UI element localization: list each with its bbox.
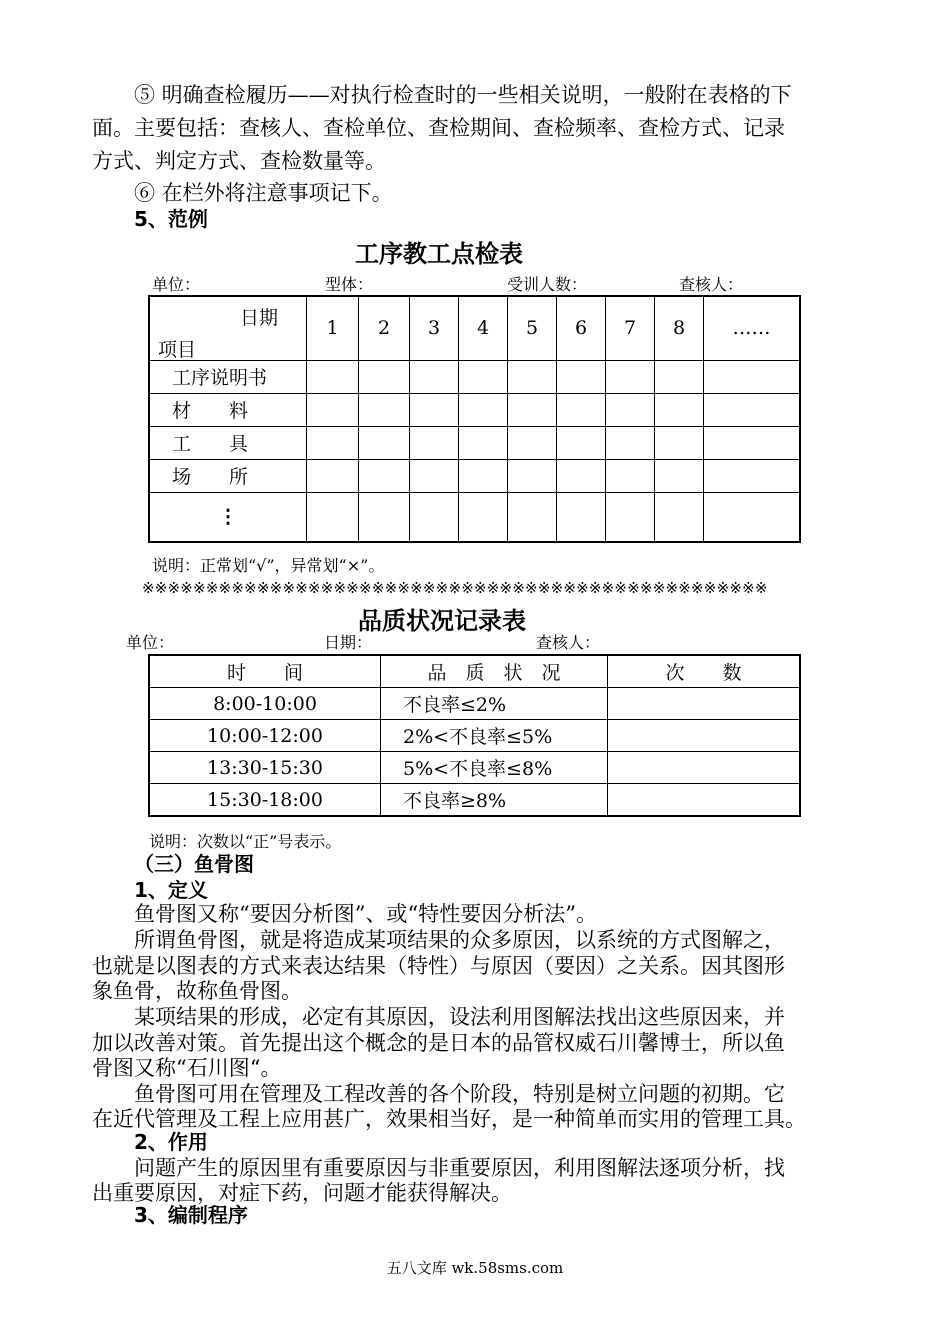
column-header: ……: [704, 296, 801, 360]
table2-meta-unit: 单位：: [126, 633, 175, 652]
count-cell: [608, 784, 801, 817]
table-header-row: [149, 296, 800, 360]
paragraph-5-line1: ⑤ 明确查检履历——对执行检查时的一些相关说明，一般附在表格的下: [134, 83, 792, 107]
header-date-label: 日期: [240, 307, 279, 330]
definition-paragraph-3-line1: 某项结果的形成，必定有其原因，设法利用图解法找出这些原因来，并: [134, 1005, 785, 1029]
table1-note: 说明：正常划“√”，异常划“×”。: [152, 556, 385, 575]
row-label: 工 具: [149, 426, 307, 459]
paragraph-6: ⑥ 在栏外将注意事项记下。: [134, 181, 393, 205]
table-row: [149, 393, 800, 426]
time-cell: 10:00-12:00: [149, 720, 381, 752]
status-cell: 5%<不良率≤8%: [381, 752, 608, 784]
status-cell: 不良率≥8%: [381, 784, 608, 817]
table-row: [149, 459, 800, 492]
status-cell: 不良率≤2%: [381, 688, 608, 720]
table1-meta-trainees: 受训人数：: [507, 275, 588, 294]
row-label: ⋮: [149, 492, 307, 542]
table-row: [149, 426, 800, 459]
column-header: 8: [655, 296, 704, 360]
row-label: 工序说明书: [149, 360, 307, 393]
column-header: 3: [410, 296, 459, 360]
table1-meta-checker: 查核人：: [679, 275, 744, 294]
time-cell: 8:00-10:00: [149, 688, 381, 720]
definition-paragraph-1: 鱼骨图又称“要因分析图”、或“特性要因分析法”。: [134, 902, 597, 926]
diagonal-header-cell: [149, 296, 307, 360]
definition-paragraph-2-line1: 所谓鱼骨图，就是将造成某项结果的众多原因，以系统的方式图解之，: [134, 928, 785, 952]
separator-line: ※※※※※※※※※※※※※※※※※※※※※※※※※※※※※※※※※※※※※※※※※※※※※※※※※: [142, 579, 768, 597]
function-paragraph-line2: 出重要原因，对症下药，问题才能获得解决。: [92, 1181, 512, 1205]
heading-function: 2、作用: [134, 1130, 208, 1154]
column-header: 1: [307, 296, 359, 360]
quality-record-table: [148, 654, 801, 817]
table-row: [149, 360, 800, 393]
table1-meta-unit: 单位：: [152, 275, 201, 294]
heading-procedure: 3、编制程序: [134, 1203, 248, 1227]
table2-title: 品质状况记录表: [358, 607, 526, 635]
table-row: [149, 784, 800, 817]
table1-meta-type: 型体：: [325, 275, 374, 294]
heading-definition: 1、定义: [134, 878, 208, 902]
table-row: [149, 720, 800, 752]
header-item-label: 项目: [158, 339, 197, 362]
table2-note: 说明：次数以“正”号表示。: [149, 832, 342, 851]
column-header: 4: [459, 296, 508, 360]
page-footer: 五八文库 wk.58sms.com: [386, 1259, 564, 1277]
row-label: 场 所: [149, 459, 307, 492]
time-cell: 13:30-15:30: [149, 752, 381, 784]
column-header: 7: [606, 296, 655, 360]
column-header: 次 数: [608, 655, 801, 688]
table-row: [149, 688, 800, 720]
status-cell: 2%<不良率≤5%: [381, 720, 608, 752]
heading-example: 5、范例: [134, 207, 208, 231]
column-header: 2: [359, 296, 410, 360]
column-header: 6: [557, 296, 606, 360]
column-header: 时 间: [149, 655, 381, 688]
inspection-table: [148, 295, 801, 543]
table-row: [149, 752, 800, 784]
definition-paragraph-4-line1: 鱼骨图可用在管理及工程改善的各个阶段，特别是树立问题的初期。它: [134, 1082, 785, 1106]
definition-paragraph-3-line3: 骨图又称“石川图“。: [92, 1056, 282, 1080]
definition-paragraph-3-line2: 加以改善对策。首先提出这个概念的是日本的品管权威石川馨博士，所以鱼: [92, 1031, 785, 1055]
paragraph-5-line3: 方式、判定方式、查检数量等。: [92, 149, 386, 173]
paragraph-5-line2: 面。主要包括：查核人、查检单位、查检期间、查检频率、查检方式、记录: [92, 116, 785, 140]
table-row: [149, 492, 800, 542]
time-cell: 15:30-18:00: [149, 784, 381, 817]
definition-paragraph-2-line2: 也就是以图表的方式来表达结果（特性）与原因（要因）之关系。因其图形: [92, 954, 785, 978]
count-cell: [608, 720, 801, 752]
table-header-row: [149, 655, 800, 688]
count-cell: [608, 752, 801, 784]
column-header: 5: [508, 296, 557, 360]
table2-meta-checker: 查核人：: [536, 633, 601, 652]
count-cell: [608, 688, 801, 720]
section-fishbone-heading: （三）鱼骨图: [134, 852, 254, 876]
column-header: 品 质 状 况: [381, 655, 608, 688]
definition-paragraph-2-line3: 象鱼骨，故称鱼骨图。: [92, 979, 302, 1003]
table1-title: 工序教工点检表: [355, 240, 523, 268]
row-label: 材 料: [149, 393, 307, 426]
definition-paragraph-4-line2: 在近代管理及工程上应用甚广，效果相当好，是一种简单而实用的管理工具。: [92, 1107, 806, 1131]
table2-meta-date: 日期：: [324, 633, 373, 652]
function-paragraph-line1: 问题产生的原因里有重要原因与非重要原因，利用图解法逐项分析，找: [134, 1156, 785, 1180]
